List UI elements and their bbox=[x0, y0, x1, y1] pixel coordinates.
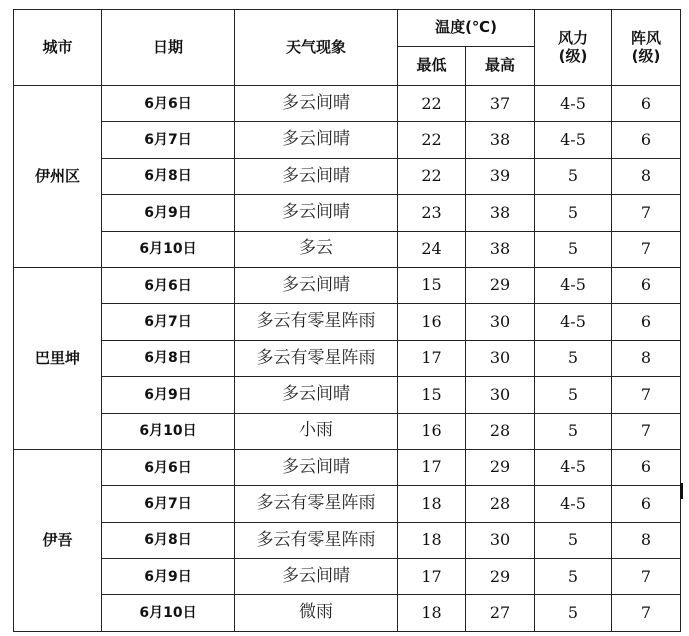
temp-max-cell: 30 bbox=[466, 522, 535, 558]
gust-cell: 6 bbox=[612, 449, 681, 485]
gust-cell: 7 bbox=[612, 195, 681, 231]
header-wind: 风力 (级) bbox=[535, 10, 612, 86]
date-cell: 6月9日 bbox=[102, 377, 235, 413]
temp-min-cell: 16 bbox=[398, 413, 466, 449]
weather-cell: 多云有零星阵雨 bbox=[235, 304, 398, 340]
date-cell: 6月6日 bbox=[102, 449, 235, 485]
weather-forecast-table bbox=[13, 9, 681, 632]
wind-cell: 5 bbox=[535, 158, 612, 194]
table-row bbox=[14, 231, 681, 267]
weather-cell: 多云有零星阵雨 bbox=[235, 522, 398, 558]
temp-min-cell: 23 bbox=[398, 195, 466, 231]
header-city: 城市 bbox=[14, 10, 102, 86]
temp-max-cell: 30 bbox=[466, 340, 535, 376]
temp-min-cell: 15 bbox=[398, 267, 466, 303]
temp-min-cell: 22 bbox=[398, 158, 466, 194]
header-temperature: 温度(℃) bbox=[398, 10, 535, 47]
temp-max-cell: 29 bbox=[466, 267, 535, 303]
date-cell: 6月9日 bbox=[102, 559, 235, 595]
table-row bbox=[14, 267, 681, 303]
temp-min-cell: 22 bbox=[398, 122, 466, 158]
temp-max-cell: 28 bbox=[466, 413, 535, 449]
table-row bbox=[14, 449, 681, 485]
weather-cell: 微雨 bbox=[235, 595, 398, 631]
gust-cell: 6 bbox=[612, 86, 681, 122]
edge-mark bbox=[680, 483, 683, 499]
table-row bbox=[14, 195, 681, 231]
temp-max-cell: 39 bbox=[466, 158, 535, 194]
table-row bbox=[14, 486, 681, 522]
forecast-table-wrapper bbox=[13, 9, 681, 632]
table-row bbox=[14, 86, 681, 122]
gust-cell: 8 bbox=[612, 340, 681, 376]
gust-cell: 8 bbox=[612, 158, 681, 194]
date-cell: 6月8日 bbox=[102, 522, 235, 558]
temp-max-cell: 38 bbox=[466, 195, 535, 231]
table-row bbox=[14, 522, 681, 558]
gust-cell: 6 bbox=[612, 304, 681, 340]
date-cell: 6月6日 bbox=[102, 86, 235, 122]
temp-min-cell: 24 bbox=[398, 231, 466, 267]
date-cell: 6月8日 bbox=[102, 340, 235, 376]
temp-max-cell: 37 bbox=[466, 86, 535, 122]
temp-min-cell: 17 bbox=[398, 340, 466, 376]
temp-max-cell: 38 bbox=[466, 231, 535, 267]
temp-min-cell: 22 bbox=[398, 86, 466, 122]
weather-cell: 多云间晴 bbox=[235, 86, 398, 122]
temp-min-cell: 18 bbox=[398, 486, 466, 522]
temp-min-cell: 17 bbox=[398, 449, 466, 485]
table-row bbox=[14, 340, 681, 376]
weather-cell: 多云间晴 bbox=[235, 195, 398, 231]
table-row bbox=[14, 559, 681, 595]
wind-cell: 4-5 bbox=[535, 449, 612, 485]
date-cell: 6月10日 bbox=[102, 595, 235, 631]
wind-cell: 5 bbox=[535, 231, 612, 267]
weather-cell: 多云间晴 bbox=[235, 122, 398, 158]
table-row bbox=[14, 304, 681, 340]
temp-min-cell: 16 bbox=[398, 304, 466, 340]
gust-cell: 6 bbox=[612, 122, 681, 158]
gust-cell: 7 bbox=[612, 559, 681, 595]
wind-cell: 4-5 bbox=[535, 86, 612, 122]
header-weather: 天气现象 bbox=[235, 10, 398, 86]
date-cell: 6月7日 bbox=[102, 486, 235, 522]
weather-cell: 多云间晴 bbox=[235, 449, 398, 485]
date-cell: 6月8日 bbox=[102, 158, 235, 194]
weather-cell: 多云间晴 bbox=[235, 377, 398, 413]
date-cell: 6月10日 bbox=[102, 413, 235, 449]
temp-max-cell: 28 bbox=[466, 486, 535, 522]
gust-cell: 7 bbox=[612, 595, 681, 631]
header-gust: 阵风 (级) bbox=[612, 10, 681, 86]
table-row bbox=[14, 158, 681, 194]
date-cell: 6月7日 bbox=[102, 122, 235, 158]
temp-max-cell: 38 bbox=[466, 122, 535, 158]
date-cell: 6月10日 bbox=[102, 231, 235, 267]
wind-cell: 5 bbox=[535, 377, 612, 413]
temp-min-cell: 17 bbox=[398, 559, 466, 595]
wind-cell: 4-5 bbox=[535, 267, 612, 303]
wind-cell: 5 bbox=[535, 522, 612, 558]
temp-max-cell: 29 bbox=[466, 559, 535, 595]
wind-cell: 4-5 bbox=[535, 304, 612, 340]
header-temp-min: 最低 bbox=[398, 47, 466, 86]
temp-max-cell: 27 bbox=[466, 595, 535, 631]
wind-cell: 4-5 bbox=[535, 486, 612, 522]
temp-min-cell: 15 bbox=[398, 377, 466, 413]
temp-min-cell: 18 bbox=[398, 522, 466, 558]
city-name: 伊吾 bbox=[14, 449, 102, 631]
wind-cell: 5 bbox=[535, 340, 612, 376]
table-row bbox=[14, 377, 681, 413]
header-date: 日期 bbox=[102, 10, 235, 86]
gust-cell: 6 bbox=[612, 267, 681, 303]
gust-cell: 8 bbox=[612, 522, 681, 558]
wind-cell: 5 bbox=[535, 413, 612, 449]
header-temp-max: 最高 bbox=[466, 47, 535, 86]
date-cell: 6月7日 bbox=[102, 304, 235, 340]
gust-cell: 6 bbox=[612, 486, 681, 522]
temp-min-cell: 18 bbox=[398, 595, 466, 631]
city-name: 巴里坤 bbox=[14, 267, 102, 449]
gust-cell: 7 bbox=[612, 377, 681, 413]
gust-cell: 7 bbox=[612, 413, 681, 449]
weather-cell: 多云有零星阵雨 bbox=[235, 340, 398, 376]
table-row bbox=[14, 413, 681, 449]
table-row bbox=[14, 595, 681, 631]
wind-cell: 5 bbox=[535, 195, 612, 231]
city-name: 伊州区 bbox=[14, 86, 102, 268]
date-cell: 6月9日 bbox=[102, 195, 235, 231]
wind-cell: 5 bbox=[535, 595, 612, 631]
gust-cell: 7 bbox=[612, 231, 681, 267]
weather-cell: 多云间晴 bbox=[235, 267, 398, 303]
forecast-body bbox=[14, 86, 681, 632]
wind-cell: 4-5 bbox=[535, 122, 612, 158]
weather-cell: 小雨 bbox=[235, 413, 398, 449]
temp-max-cell: 29 bbox=[466, 449, 535, 485]
weather-cell: 多云间晴 bbox=[235, 559, 398, 595]
temp-max-cell: 30 bbox=[466, 304, 535, 340]
weather-cell: 多云 bbox=[235, 231, 398, 267]
wind-cell: 5 bbox=[535, 559, 612, 595]
table-row bbox=[14, 122, 681, 158]
weather-cell: 多云有零星阵雨 bbox=[235, 486, 398, 522]
weather-cell: 多云间晴 bbox=[235, 158, 398, 194]
date-cell: 6月6日 bbox=[102, 267, 235, 303]
temp-max-cell: 30 bbox=[466, 377, 535, 413]
